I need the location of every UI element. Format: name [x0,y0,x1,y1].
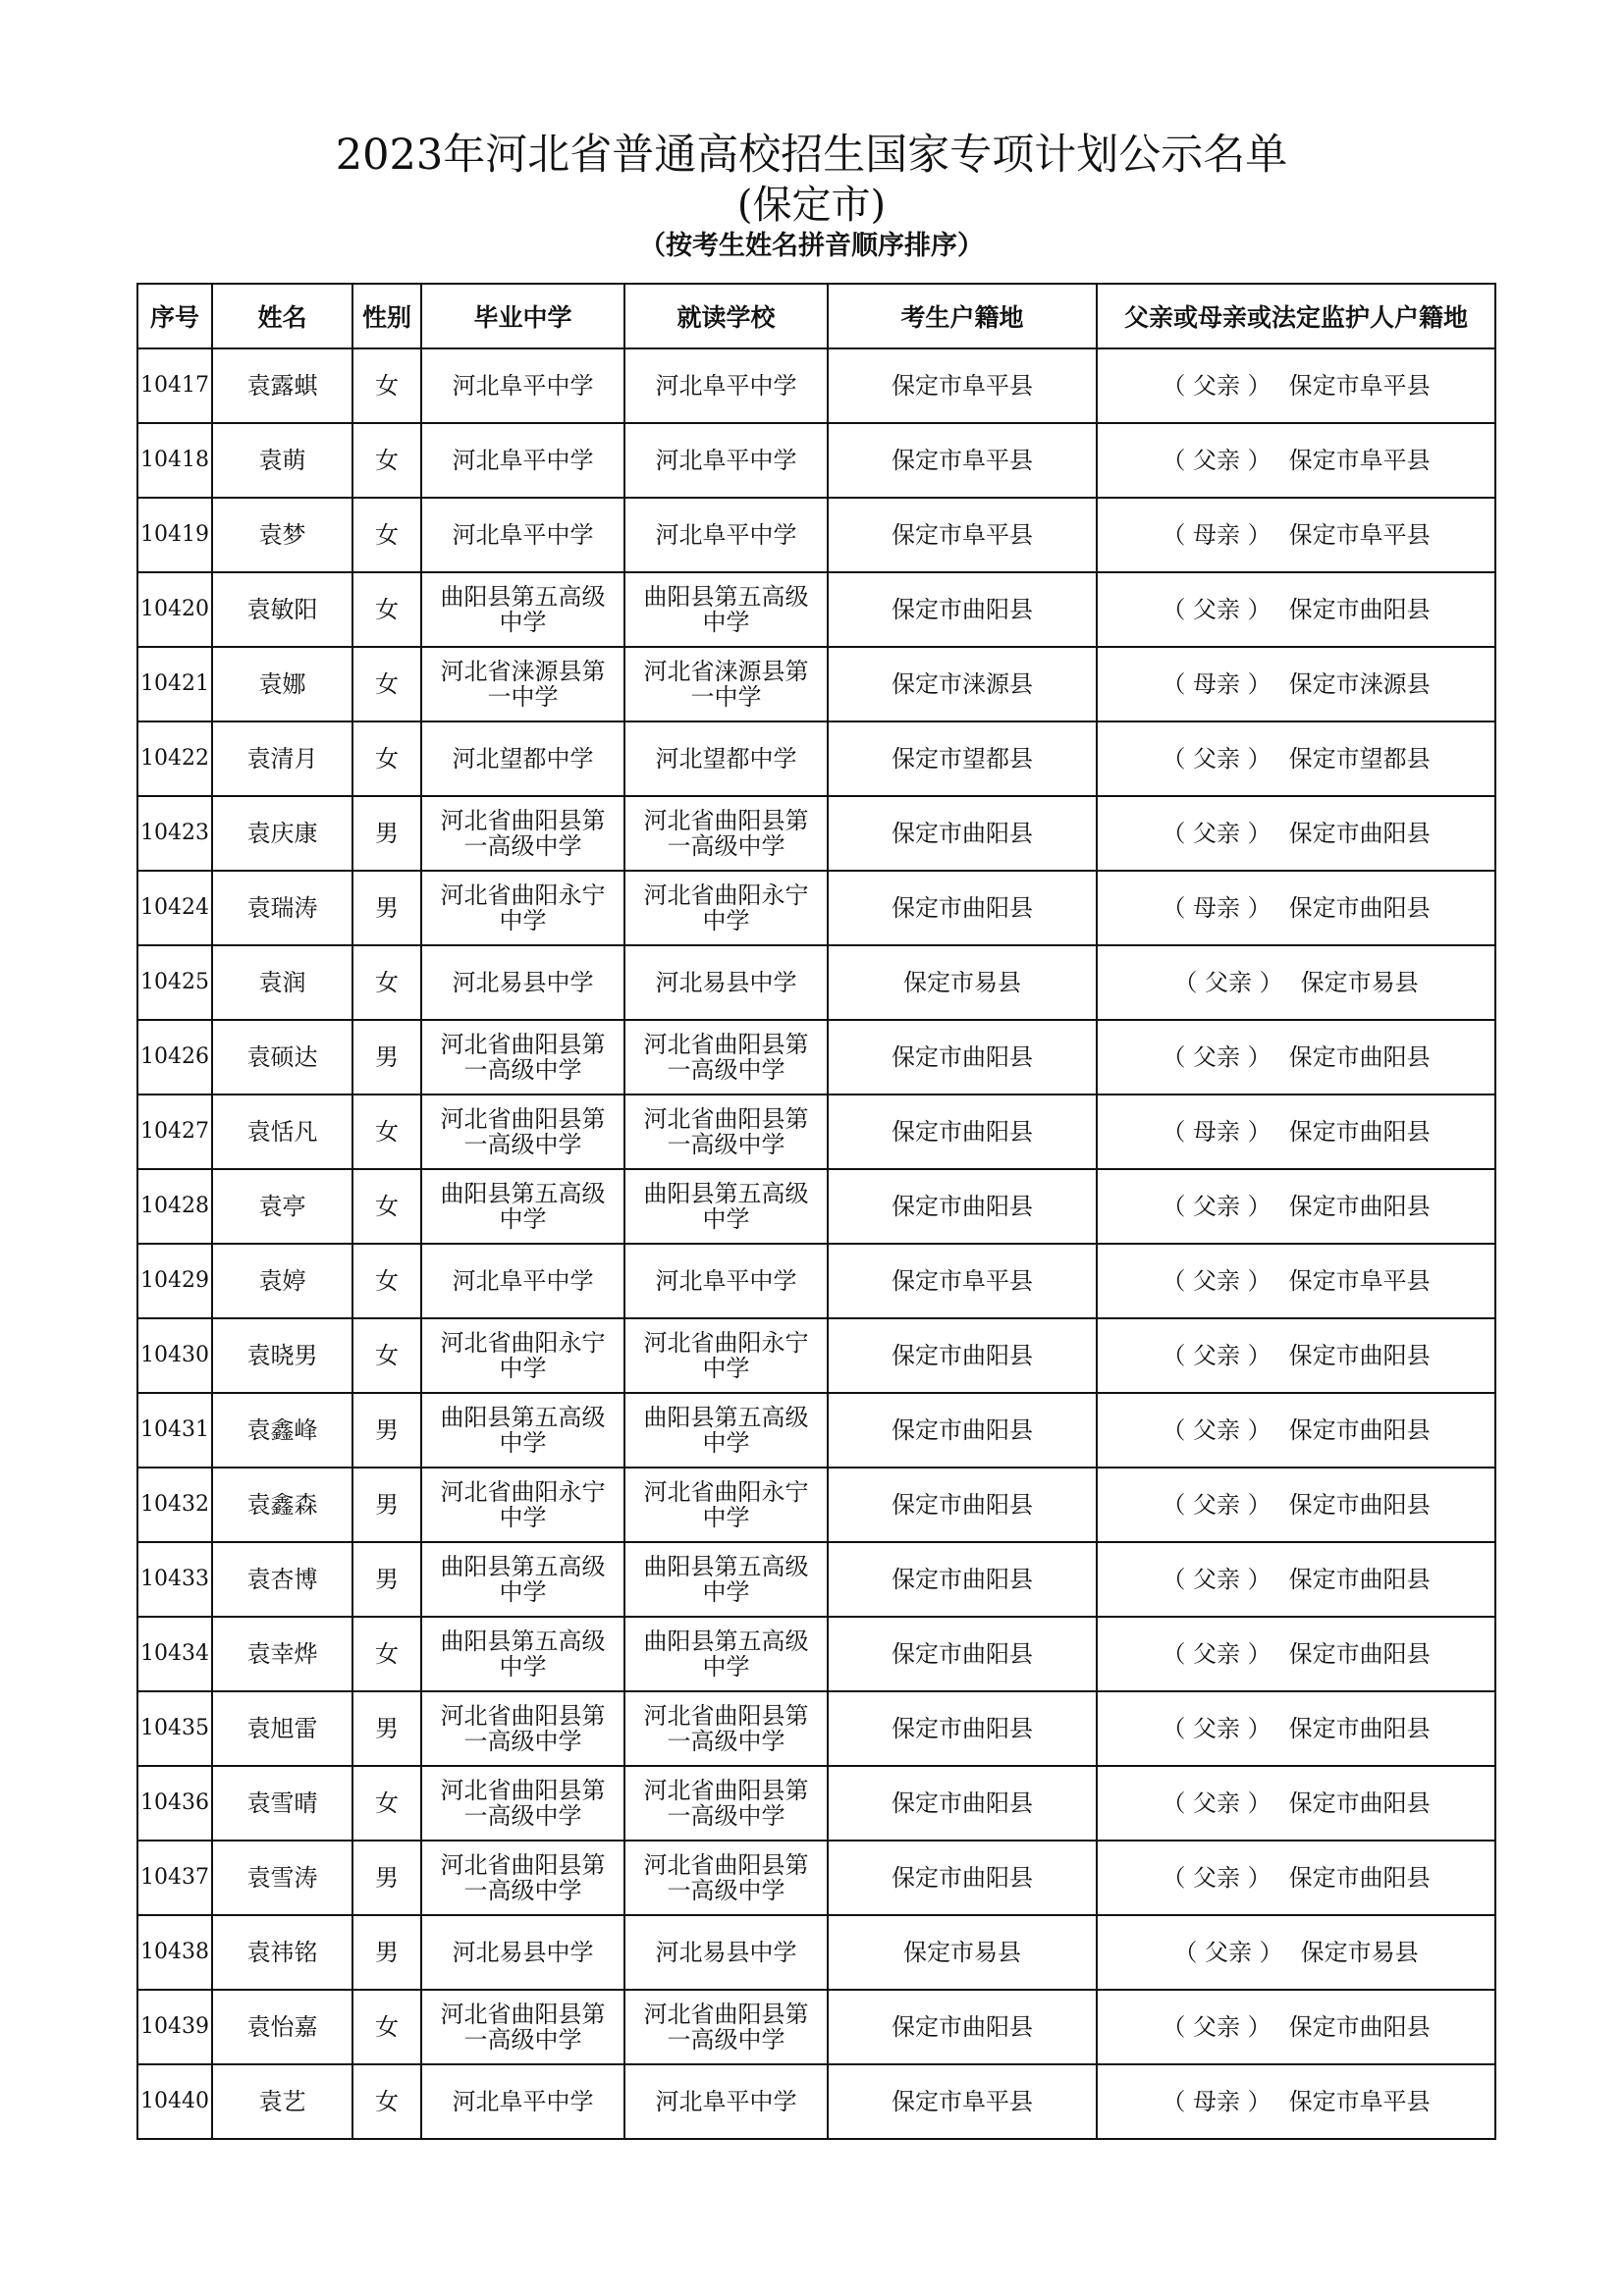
name-cell: 袁旭雷 [212,1691,352,1766]
seq-cell: 10427 [137,1095,212,1169]
household-cell: 保定市曲阳县 [828,1766,1097,1841]
guardian-cell [1097,1841,1495,1915]
table-row [137,1468,1495,1542]
gender-cell: 男 [352,1020,421,1095]
grad-school-cell: 河北省曲阳县第一高级中学 [421,1990,624,2064]
guardian-relation: （ 父亲 ） [1162,447,1271,474]
grad-school-cell: 曲阳县第五高级中学 [421,572,624,647]
table-row [137,1841,1495,1915]
grad-school-cell: 河北易县中学 [421,945,624,1020]
guardian-relation: （ 父亲 ） [1162,820,1271,847]
guardian-household: 保定市阜平县 [1288,2088,1431,2115]
gender-cell: 女 [352,1095,421,1169]
current-school-cell: 河北省曲阳县第一高级中学 [624,1095,828,1169]
guardian-cell [1097,1020,1495,1095]
grad-school-cell: 河北易县中学 [421,1915,624,1990]
current-school-cell: 河北阜平中学 [624,2064,828,2139]
gender-cell: 女 [352,2064,421,2139]
guardian-household: 保定市望都县 [1288,745,1431,773]
current-school-cell: 河北省曲阳县第一高级中学 [624,1990,828,2064]
page-title: 2023年河北省普通高校招生国家专项计划公示名单 [335,131,1288,180]
roster-table [136,283,1496,2140]
gender-cell: 女 [352,1617,421,1691]
guardian-household: 保定市阜平县 [1288,1267,1431,1295]
seq-cell: 10433 [137,1542,212,1617]
guardian-cell [1097,572,1495,647]
table-row [137,572,1495,647]
gender-cell: 男 [352,1915,421,1990]
guardian-relation: （ 母亲 ） [1162,670,1271,698]
table-row [137,1990,1495,2064]
table-row [137,1244,1495,1318]
guardian-relation: （ 父亲 ） [1162,1193,1271,1220]
guardian-cell [1097,1244,1495,1318]
gender-cell: 男 [352,1841,421,1915]
grad-school-cell: 曲阳县第五高级中学 [421,1169,624,1244]
guardian-cell [1097,1766,1495,1841]
household-cell: 保定市涞源县 [828,647,1097,721]
guardian-relation: （ 父亲 ） [1162,2013,1271,2041]
guardian-household: 保定市曲阳县 [1288,1193,1431,1220]
seq-cell: 10417 [137,348,212,423]
guardian-cell [1097,945,1495,1020]
seq-cell: 10428 [137,1169,212,1244]
gender-cell: 女 [352,1990,421,2064]
name-cell: 袁祎铭 [212,1915,352,1990]
name-cell: 袁婷 [212,1244,352,1318]
name-cell: 袁敏阳 [212,572,352,647]
name-cell: 袁瑞涛 [212,871,352,945]
col-header-guardian-household: 父亲或母亲或法定监护人户籍地 [1097,284,1495,348]
name-cell: 袁鑫峰 [212,1393,352,1468]
current-school-cell: 河北易县中学 [624,945,828,1020]
name-cell: 袁晓男 [212,1318,352,1393]
guardian-household: 保定市易县 [1300,969,1419,996]
guardian-cell [1097,1691,1495,1766]
name-cell: 袁怡嘉 [212,1990,352,2064]
household-cell: 保定市阜平县 [828,1244,1097,1318]
grad-school-cell: 河北省曲阳永宁中学 [421,1468,624,1542]
current-school-cell: 曲阳县第五高级中学 [624,1393,828,1468]
col-header-household: 考生户籍地 [828,284,1097,348]
seq-cell: 10440 [137,2064,212,2139]
name-cell: 袁杏博 [212,1542,352,1617]
guardian-relation: （ 父亲 ） [1162,1491,1271,1519]
household-cell: 保定市曲阳县 [828,1542,1097,1617]
household-cell: 保定市曲阳县 [828,1691,1097,1766]
grad-school-cell: 曲阳县第五高级中学 [421,1617,624,1691]
guardian-cell [1097,498,1495,572]
table-row [137,1095,1495,1169]
household-cell: 保定市曲阳县 [828,1095,1097,1169]
seq-cell: 10426 [137,1020,212,1095]
guardian-relation: （ 父亲 ） [1173,1939,1283,1966]
grad-school-cell: 曲阳县第五高级中学 [421,1542,624,1617]
table-row [137,1393,1495,1468]
col-header-name: 姓名 [212,284,352,348]
household-cell: 保定市阜平县 [828,423,1097,498]
gender-cell: 女 [352,423,421,498]
seq-cell: 10424 [137,871,212,945]
grad-school-cell: 河北省曲阳永宁中学 [421,871,624,945]
gender-cell: 女 [352,498,421,572]
seq-cell: 10420 [137,572,212,647]
guardian-relation: （ 母亲 ） [1162,894,1271,922]
household-cell: 保定市曲阳县 [828,1468,1097,1542]
grad-school-cell: 河北省曲阳县第一高级中学 [421,1095,624,1169]
name-cell: 袁雪晴 [212,1766,352,1841]
name-cell: 袁萌 [212,423,352,498]
seq-cell: 10429 [137,1244,212,1318]
seq-cell: 10419 [137,498,212,572]
guardian-cell [1097,796,1495,871]
household-cell: 保定市曲阳县 [828,871,1097,945]
grad-school-cell: 曲阳县第五高级中学 [421,1393,624,1468]
table-row [137,1617,1495,1691]
name-cell: 袁梦 [212,498,352,572]
seq-cell: 10421 [137,647,212,721]
guardian-household: 保定市曲阳县 [1288,1416,1431,1444]
household-cell: 保定市曲阳县 [828,1990,1097,2064]
guardian-cell [1097,1095,1495,1169]
col-header-gender: 性别 [352,284,421,348]
gender-cell: 女 [352,348,421,423]
gender-cell: 男 [352,1691,421,1766]
current-school-cell: 河北阜平中学 [624,423,828,498]
household-cell: 保定市曲阳县 [828,1617,1097,1691]
guardian-relation: （ 父亲 ） [1162,1566,1271,1593]
table-body [137,348,1495,2139]
current-school-cell: 曲阳县第五高级中学 [624,1542,828,1617]
guardian-household: 保定市阜平县 [1288,372,1431,400]
guardian-household: 保定市易县 [1300,1939,1419,1966]
guardian-cell [1097,1542,1495,1617]
gender-cell: 女 [352,572,421,647]
guardian-household: 保定市曲阳县 [1288,1715,1431,1742]
guardian-relation: （ 父亲 ） [1162,1789,1271,1817]
household-cell: 保定市阜平县 [828,498,1097,572]
guardian-cell [1097,1318,1495,1393]
grad-school-cell: 河北望都中学 [421,721,624,796]
guardian-household: 保定市曲阳县 [1288,2013,1431,2041]
grad-school-cell: 河北省曲阳县第一高级中学 [421,796,624,871]
guardian-relation: （ 父亲 ） [1162,596,1271,623]
guardian-cell [1097,1915,1495,1990]
table-row [137,423,1495,498]
guardian-relation: （ 父亲 ） [1162,1342,1271,1369]
table-row [137,1318,1495,1393]
guardian-household: 保定市涞源县 [1288,670,1431,698]
guardian-household: 保定市曲阳县 [1288,820,1431,847]
table-row [137,348,1495,423]
guardian-relation: （ 父亲 ） [1162,1640,1271,1668]
current-school-cell: 河北省曲阳县第一高级中学 [624,1691,828,1766]
household-cell: 保定市曲阳县 [828,1020,1097,1095]
household-cell: 保定市阜平县 [828,348,1097,423]
col-header-grad-school: 毕业中学 [421,284,624,348]
seq-cell: 10418 [137,423,212,498]
guardian-relation: （ 父亲 ） [1162,1864,1271,1892]
gender-cell: 男 [352,1542,421,1617]
gender-cell: 女 [352,1169,421,1244]
name-cell: 袁艺 [212,2064,352,2139]
seq-cell: 10425 [137,945,212,1020]
guardian-cell [1097,423,1495,498]
gender-cell: 女 [352,721,421,796]
table-row [137,721,1495,796]
seq-cell: 10430 [137,1318,212,1393]
gender-cell: 女 [352,1766,421,1841]
current-school-cell: 曲阳县第五高级中学 [624,1617,828,1691]
guardian-cell [1097,1990,1495,2064]
name-cell: 袁亭 [212,1169,352,1244]
household-cell: 保定市曲阳县 [828,1169,1097,1244]
grad-school-cell: 河北省涞源县第一中学 [421,647,624,721]
gender-cell: 男 [352,1468,421,1542]
guardian-cell [1097,721,1495,796]
guardian-household: 保定市曲阳县 [1288,1566,1431,1593]
current-school-cell: 河北省曲阳永宁中学 [624,1468,828,1542]
current-school-cell: 河北省曲阳永宁中学 [624,1318,828,1393]
household-cell: 保定市曲阳县 [828,572,1097,647]
seq-cell: 10436 [137,1766,212,1841]
current-school-cell: 河北省曲阳县第一高级中学 [624,1020,828,1095]
grad-school-cell: 河北阜平中学 [421,423,624,498]
seq-cell: 10423 [137,796,212,871]
table-row [137,1020,1495,1095]
table-row [137,2064,1495,2139]
current-school-cell: 河北省曲阳县第一高级中学 [624,1766,828,1841]
seq-cell: 10435 [137,1691,212,1766]
table-row [137,871,1495,945]
grad-school-cell: 河北阜平中学 [421,2064,624,2139]
household-cell: 保定市曲阳县 [828,796,1097,871]
name-cell: 袁雪涛 [212,1841,352,1915]
guardian-relation: （ 母亲 ） [1162,1118,1271,1146]
grad-school-cell: 河北阜平中学 [421,498,624,572]
seq-cell: 10438 [137,1915,212,1990]
guardian-household: 保定市曲阳县 [1288,894,1431,922]
current-school-cell: 河北省曲阳县第一高级中学 [624,1841,828,1915]
household-cell: 保定市易县 [828,945,1097,1020]
guardian-cell [1097,348,1495,423]
guardian-household: 保定市曲阳县 [1288,1789,1431,1817]
current-school-cell: 河北阜平中学 [624,1244,828,1318]
guardian-cell [1097,2064,1495,2139]
grad-school-cell: 河北省曲阳永宁中学 [421,1318,624,1393]
household-cell: 保定市阜平县 [828,2064,1097,2139]
guardian-household: 保定市阜平县 [1288,447,1431,474]
sort-note: （按考生姓名拼音顺序排序） [639,231,984,261]
guardian-household: 保定市曲阳县 [1288,1864,1431,1892]
current-school-cell: 河北省曲阳永宁中学 [624,871,828,945]
grad-school-cell: 河北省曲阳县第一高级中学 [421,1841,624,1915]
seq-cell: 10439 [137,1990,212,2064]
household-cell: 保定市曲阳县 [828,1841,1097,1915]
guardian-relation: （ 父亲 ） [1162,1715,1271,1742]
seq-cell: 10431 [137,1393,212,1468]
table-row [137,1766,1495,1841]
gender-cell: 女 [352,1318,421,1393]
guardian-cell [1097,1169,1495,1244]
guardian-household: 保定市曲阳县 [1288,1043,1431,1071]
current-school-cell: 河北阜平中学 [624,498,828,572]
gender-cell: 男 [352,1393,421,1468]
guardian-household: 保定市曲阳县 [1288,1640,1431,1668]
gender-cell: 男 [352,871,421,945]
guardian-household: 保定市曲阳县 [1288,1118,1431,1146]
current-school-cell: 河北易县中学 [624,1915,828,1990]
name-cell: 袁幸烨 [212,1617,352,1691]
current-school-cell: 河北省曲阳县第一高级中学 [624,796,828,871]
name-cell: 袁娜 [212,647,352,721]
current-school-cell: 河北阜平中学 [624,348,828,423]
grad-school-cell: 河北阜平中学 [421,1244,624,1318]
household-cell: 保定市曲阳县 [828,1393,1097,1468]
guardian-relation: （ 父亲 ） [1162,745,1271,773]
guardian-household: 保定市曲阳县 [1288,596,1431,623]
current-school-cell: 曲阳县第五高级中学 [624,1169,828,1244]
seq-cell: 10422 [137,721,212,796]
page-subtitle: (保定市) [736,183,887,228]
current-school-cell: 河北望都中学 [624,721,828,796]
table-row [137,1915,1495,1990]
header-row [137,284,1495,348]
household-cell: 保定市易县 [828,1915,1097,1990]
guardian-relation: （ 父亲 ） [1162,1416,1271,1444]
gender-cell: 女 [352,647,421,721]
guardian-cell [1097,647,1495,721]
col-header-seq: 序号 [137,284,212,348]
col-header-current-school: 就读学校 [624,284,828,348]
guardian-cell [1097,1617,1495,1691]
grad-school-cell: 河北阜平中学 [421,348,624,423]
gender-cell: 女 [352,1244,421,1318]
name-cell: 袁露蜞 [212,348,352,423]
name-cell: 袁恬凡 [212,1095,352,1169]
name-cell: 袁润 [212,945,352,1020]
seq-cell: 10434 [137,1617,212,1691]
guardian-household: 保定市曲阳县 [1288,1342,1431,1369]
guardian-relation: （ 父亲 ） [1173,969,1283,996]
guardian-relation: （ 父亲 ） [1162,1043,1271,1071]
household-cell: 保定市望都县 [828,721,1097,796]
seq-cell: 10432 [137,1468,212,1542]
grad-school-cell: 河北省曲阳县第一高级中学 [421,1020,624,1095]
table-row [137,647,1495,721]
gender-cell: 男 [352,796,421,871]
current-school-cell: 曲阳县第五高级中学 [624,572,828,647]
guardian-relation: （ 父亲 ） [1162,372,1271,400]
current-school-cell: 河北省涞源县第一中学 [624,647,828,721]
name-cell: 袁庆康 [212,796,352,871]
table-row [137,1691,1495,1766]
name-cell: 袁鑫森 [212,1468,352,1542]
guardian-cell [1097,871,1495,945]
name-cell: 袁清月 [212,721,352,796]
grad-school-cell: 河北省曲阳县第一高级中学 [421,1691,624,1766]
guardian-cell [1097,1393,1495,1468]
table-row [137,498,1495,572]
household-cell: 保定市曲阳县 [828,1318,1097,1393]
table-row [137,1169,1495,1244]
table-row [137,945,1495,1020]
table-row [137,796,1495,871]
guardian-household: 保定市曲阳县 [1288,1491,1431,1519]
gender-cell: 女 [352,945,421,1020]
guardian-relation: （ 母亲 ） [1162,521,1271,549]
guardian-relation: （ 父亲 ） [1162,1267,1271,1295]
guardian-household: 保定市阜平县 [1288,521,1431,549]
table-row [137,1542,1495,1617]
seq-cell: 10437 [137,1841,212,1915]
grad-school-cell: 河北省曲阳县第一高级中学 [421,1766,624,1841]
guardian-cell [1097,1468,1495,1542]
name-cell: 袁硕达 [212,1020,352,1095]
guardian-relation: （ 母亲 ） [1162,2088,1271,2115]
